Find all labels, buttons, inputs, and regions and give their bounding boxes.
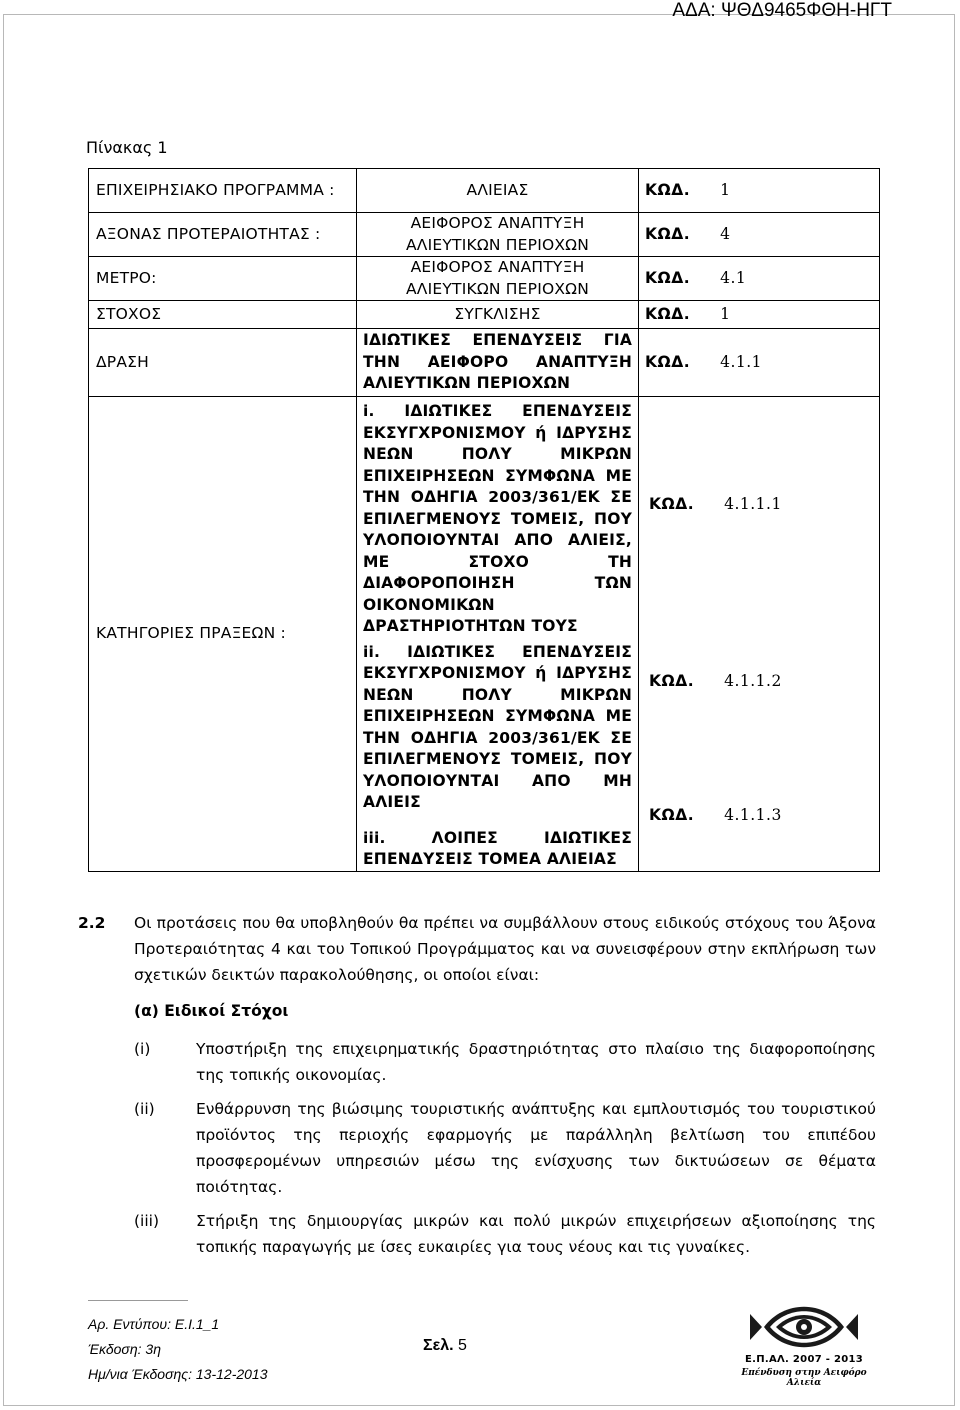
axis-code: ΚΩΔ. 4 (645, 224, 731, 243)
table-row-target (89, 301, 880, 329)
logo-title: Ε.Π.ΑΛ. 2007 - 2013 (744, 1354, 864, 1365)
categories-label: ΚΑΤΗΓΟΡΙΕΣ ΠΡΑΞΕΩΝ : (89, 397, 357, 872)
logo-subtitle: Επένδυση στην Αειφόρο Αλιεία (741, 1368, 867, 1388)
category-iii-text: iii. ΛΟΙΠΕΣ ΙΔΙΩΤΙΚΕΣ ΕΠΕΝΔΥΣΕΙΣ ΤΟΜΕΑ ΑΛΙΕΙΑΣ (363, 828, 633, 868)
category-i-text: i. ΙΔΙΩΤΙΚΕΣ ΕΠΕΝΔΥΣΕΙΣ ΕΚΣΥΓΧΡΟΝΙΣΜΟΥ ή ΙΔΡΥΣΗΣ ΝΕΩΝ ΠΟΛΥ ΜΙΚΡΩΝ ΕΠΙΧΕΙΡΗΣΕΩΝ ΣΥΜΦΩΝΑ ΜΕ ΤΗΝ ΟΔΗΓΙΑ 2003/361/ΕΚ ΣΕ ΕΠΙΛΕΓΜΕΝΟΥΣ ΤΟΜΕΙΣ, ΠΟΥ ΥΛΟΠΟΙΟΥΝΤΑΙ ΑΠΟ ΑΛΙΕΙΣ, ΜΕ ΣΤΟΧΟ ΤΗ ΔΙΑΦΟΡΟΠΟΙΗΣΗ ΤΩΝ ΟΙΚΟΝΟΜΙΚΩΝ ΔΡΑΣΤΗΡΙΟΤΗΤΩΝ ΤΟΥΣ (363, 402, 633, 635)
objective-text: Υποστήριξη της επιχειρηματικής δραστηριότητας στο πλαίσιο της διαφοροποίησης της τοπικής οικονομίας. (196, 1040, 876, 1084)
page-number: Σελ. 5 (423, 1337, 467, 1354)
category-ii-text: ii. ΙΔΙΩΤΙΚΕΣ ΕΠΕΝΔΥΣΕΙΣ ΕΚΣΥΓΧΡΟΝΙΣΜΟΥ ή ΙΔΡΥΣΗΣ ΝΕΩΝ ΠΟΛΥ ΜΙΚΡΩΝ ΕΠΙΧΕΙΡΗΣΕΩΝ ΣΥΜΦΩΝΑ ΜΕ ΤΗΝ ΟΔΗΓΙΑ 2003/361/ΕΚ ΣΕ ΕΠΙΛΕΓΜΕΝΟΥΣ ΤΟΜΕΙΣ, ΠΟΥ ΥΛΟΠΟΙΟΥΝΤΑΙ ΑΠΟ ΜΗ ΑΛΙΕΙΣ (363, 642, 633, 811)
axis-label: ΑΞΟΝΑΣ ΠΡΟΤΕΡΑΙΟΤΗΤΑΣ : (89, 213, 357, 257)
objective-item (134, 1036, 876, 1088)
table-row-program (89, 169, 880, 213)
form-number: Αρ. Εντύπου: Ε.Ι.1_1 (88, 1316, 220, 1332)
ada-identifier: ΑΔΑ: ΨΘΔ9465ΦΘΗ-ΗΓΤ (672, 0, 892, 21)
program-code-cell (639, 169, 880, 213)
epal-logo (734, 1300, 874, 1388)
table-row-measure (89, 257, 880, 301)
footer-rule (88, 1300, 188, 1301)
category-i-code: ΚΩΔ. 4.1.1.1 (649, 495, 782, 513)
table-row-categories (89, 397, 880, 872)
table-row-axis (89, 213, 880, 257)
objective-marker: (i) (134, 1040, 151, 1058)
objective-marker: (ii) (134, 1100, 155, 1118)
objective-marker: (iii) (134, 1212, 160, 1230)
measure-code-cell (639, 257, 880, 301)
table-row-action (89, 329, 880, 397)
objective-item (134, 1208, 876, 1260)
program-label: ΕΠΙΧΕΙΡΗΣΙΑΚΟ ΠΡΟΓΡΑΜΜΑ : (89, 169, 357, 213)
action-value: ΙΔΙΩΤΙΚΕΣ ΕΠΕΝΔΥΣΕΙΣ ΓΙΑ ΤΗΝ ΑΕΙΦΟΡΟ ΑΝΑΠΤΥΞΗ ΑΛΙΕΥΤΙΚΩΝ ΠΕΡΙΟΧΩΝ (357, 329, 639, 397)
measure-code: ΚΩΔ. 4.1 (645, 268, 747, 287)
axis-code-cell (639, 213, 880, 257)
categories-list (357, 397, 639, 872)
category-iii-code: ΚΩΔ. 4.1.1.3 (649, 806, 782, 824)
action-code-cell (639, 329, 880, 397)
category-ii-code: ΚΩΔ. 4.1.1.2 (649, 672, 782, 690)
edition-date: Ημ/νια Έκδοσης: 13-12-2013 (88, 1366, 268, 1382)
target-code: ΚΩΔ. 1 (645, 304, 731, 323)
objectives-heading: (α) Ειδικοί Στόχοι (134, 1002, 289, 1020)
action-code: ΚΩΔ. 4.1.1 (645, 352, 763, 371)
program-table (88, 168, 880, 872)
target-value: ΣΥΓΚΛΙΣΗΣ (357, 301, 639, 329)
measure-label: ΜΕΤΡΟ: (89, 257, 357, 301)
objective-text: Ενθάρρυνση της βιώσιμης τουριστικής ανάπτυξης και εμπλουτισμός του τουριστικού προϊόντος της περιοχής εφαρμογής με παράλληλη βελτίωση του επιπέδου προσφερομένων υπηρεσιών μέσω της ενίσχυσης των δικτυώσεων σε θέματα ποιότητας. (196, 1100, 876, 1196)
objective-item (134, 1096, 876, 1200)
measure-value: ΑΕΙΦΟΡΟΣ ΑΝΑΠΤΥΞΗ ΑΛΙΕΥΤΙΚΩΝ ΠΕΡΙΟΧΩΝ (357, 257, 639, 301)
action-label: ΔΡΑΣΗ (89, 329, 357, 397)
target-code-cell (639, 301, 880, 329)
table-caption: Πίνακας 1 (86, 138, 168, 157)
target-label: ΣΤΟΧΟΣ (89, 301, 357, 329)
edition: Έκδοση: 3η (88, 1341, 161, 1357)
objective-text: Στήριξη της δημιουργίας μικρών και πολύ μικρών επιχειρήσεων αξιοποίησης της τοπικής παραγωγής με ίσες ευκαιρίες για τους νέους και τις γυναίκες. (196, 1212, 876, 1256)
section-paragraph: 2.2 Οι προτάσεις που θα υποβληθούν θα πρέπει να συμβάλλουν στους ειδικούς στόχους του Άξονα Προτεραιότητας 4 και του Τοπικού Προγράμματος και να συνεισφέρουν στην εκπλήρωση των σχετικών δεικτών παρακολούθησης, οι οποίοι είναι: (134, 910, 876, 988)
axis-value: ΑΕΙΦΟΡΟΣ ΑΝΑΠΤΥΞΗ ΑΛΙΕΥΤΙΚΩΝ ΠΕΡΙΟΧΩΝ (357, 213, 639, 257)
section-number: 2.2 (78, 914, 106, 932)
categories-codes (639, 397, 880, 872)
program-code: ΚΩΔ. 1 (645, 180, 731, 199)
program-value: ΑΛΙΕΙΑΣ (357, 169, 639, 213)
